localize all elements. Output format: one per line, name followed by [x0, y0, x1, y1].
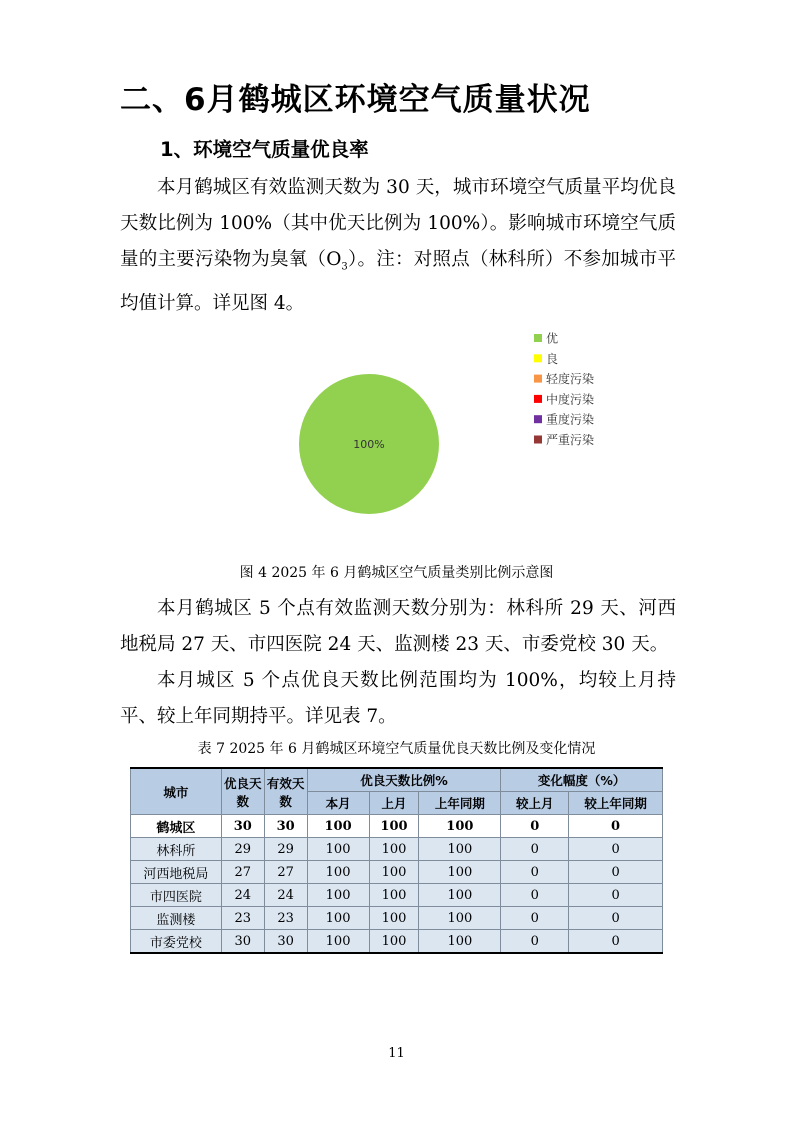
table-cell: 100: [369, 907, 419, 930]
air-quality-pie-chart: [298, 326, 628, 526]
table-cell: 100: [307, 861, 369, 884]
table-cell: 30: [264, 815, 307, 838]
table-cell: 0: [569, 884, 663, 907]
table-cell: 河西地税局: [131, 861, 222, 884]
table-row: [131, 838, 663, 861]
table-cell: 100: [419, 884, 501, 907]
legend-label: 良: [546, 351, 559, 366]
table-cell: 30: [264, 930, 307, 954]
paragraph-good-rate-text-end: ）。注：对照点（林科所）不参加城市平均值计算。详见图 4。: [120, 249, 676, 314]
table-cell: 林科所: [131, 838, 222, 861]
header-good-ratio: 优良天数比例%: [307, 768, 501, 792]
table-cell: 市委党校: [131, 930, 222, 954]
table-cell: 100: [369, 884, 419, 907]
header-last-year: 上年同期: [419, 792, 501, 815]
table-cell: 0: [501, 884, 569, 907]
table-cell: 0: [569, 907, 663, 930]
header-vs-last-month: 较上月: [501, 792, 569, 815]
table-cell: 0: [501, 861, 569, 884]
table-cell: 27: [264, 861, 307, 884]
table-cell: 29: [264, 838, 307, 861]
table-cell: 100: [307, 884, 369, 907]
table-cell: 0: [569, 815, 663, 838]
header-good-days: 优良天数: [221, 768, 264, 815]
table-cell: 30: [221, 930, 264, 954]
table-row: [131, 861, 663, 884]
table-cell: 23: [221, 907, 264, 930]
table-cell: 0: [501, 930, 569, 954]
legend-swatch: [534, 354, 542, 362]
legend-swatch: [534, 436, 542, 444]
paragraph-good-ratio: 本月城区 5 个点优良天数比例范围均为 100%，均较上月持平、较上年同期持平。详见表 7。: [120, 670, 676, 727]
table-row: [131, 930, 663, 954]
legend-label: 重度污染: [546, 412, 595, 427]
table-cell: 0: [569, 930, 663, 954]
paragraph-good-rate-text: 本月鹤城区有效监测天数为 30 天，城市环境空气质量平均优良天数比例为 100%（其中优天比例为 100%）。影响城市环境空气质量的主要污染物为臭氧（O: [120, 177, 676, 270]
subsection-heading: 1、环境空气质量优良率: [160, 138, 369, 161]
table-cell: 0: [501, 907, 569, 930]
table-cell: 100: [369, 838, 419, 861]
table-cell: 监测楼: [131, 907, 222, 930]
header-city: 城市: [131, 768, 222, 815]
table-cell: 100: [419, 907, 501, 930]
table-cell: 100: [369, 815, 419, 838]
legend-swatch: [534, 334, 542, 342]
legend-swatch: [534, 395, 542, 403]
table-cell: 100: [419, 815, 501, 838]
pie-slice-label: 100%: [353, 438, 385, 451]
table-row: [131, 884, 663, 907]
table-cell: 市四医院: [131, 884, 222, 907]
header-valid-days: 有效天数: [264, 768, 307, 815]
table-cell: 100: [369, 861, 419, 884]
table-cell: 100: [419, 838, 501, 861]
table-cell: 100: [419, 930, 501, 954]
good-ratio-table: [130, 767, 663, 954]
table-cell: 0: [501, 815, 569, 838]
header-this-month: 本月: [307, 792, 369, 815]
figure-caption: 图 4 2025 年 6 月鹤城区空气质量类别比例示意图: [239, 565, 554, 581]
table-cell: 0: [569, 861, 663, 884]
table-cell: 100: [307, 930, 369, 954]
table-cell: 100: [307, 907, 369, 930]
paragraph-good-rate: [120, 170, 676, 322]
table-cell: 27: [221, 861, 264, 884]
table-cell: 鹤城区: [131, 815, 222, 838]
legend-label: 严重污染: [546, 433, 595, 447]
section-heading: 二、6月鹤城区环境空气质量状况: [120, 82, 591, 118]
table-caption: 表 7 2025 年 6 月鹤城区环境空气质量优良天数比例及变化情况: [197, 741, 596, 757]
table-row: [131, 815, 663, 838]
table-cell: 0: [569, 838, 663, 861]
table-cell: 100: [307, 838, 369, 861]
header-last-month: 上月: [369, 792, 419, 815]
table-cell: 100: [307, 815, 369, 838]
ozone-subscript: 3: [341, 261, 348, 273]
table-row: [131, 907, 663, 930]
table-cell: 24: [221, 884, 264, 907]
legend-swatch: [534, 375, 542, 383]
legend-label: 轻度污染: [546, 372, 595, 387]
table-cell: 29: [221, 838, 264, 861]
table-cell: 30: [221, 815, 264, 838]
table-cell: 0: [501, 838, 569, 861]
table-cell: 24: [264, 884, 307, 907]
header-change: 变化幅度（%）: [501, 768, 663, 792]
table-cell: 100: [369, 930, 419, 954]
table-cell: 100: [419, 861, 501, 884]
page-number: 11: [388, 1046, 405, 1061]
paragraph-valid-days: 本月鹤城区 5 个点有效监测天数分别为：林科所 29 天、河西地税局 27 天、市四医院 24 天、监测楼 23 天、市委党校 30 天。: [120, 598, 676, 655]
header-vs-last-year: 较上年同期: [569, 792, 663, 815]
legend-swatch: [534, 415, 542, 423]
table-cell: 23: [264, 907, 307, 930]
legend-label: 优: [546, 331, 559, 346]
legend-label: 中度污染: [546, 392, 595, 407]
